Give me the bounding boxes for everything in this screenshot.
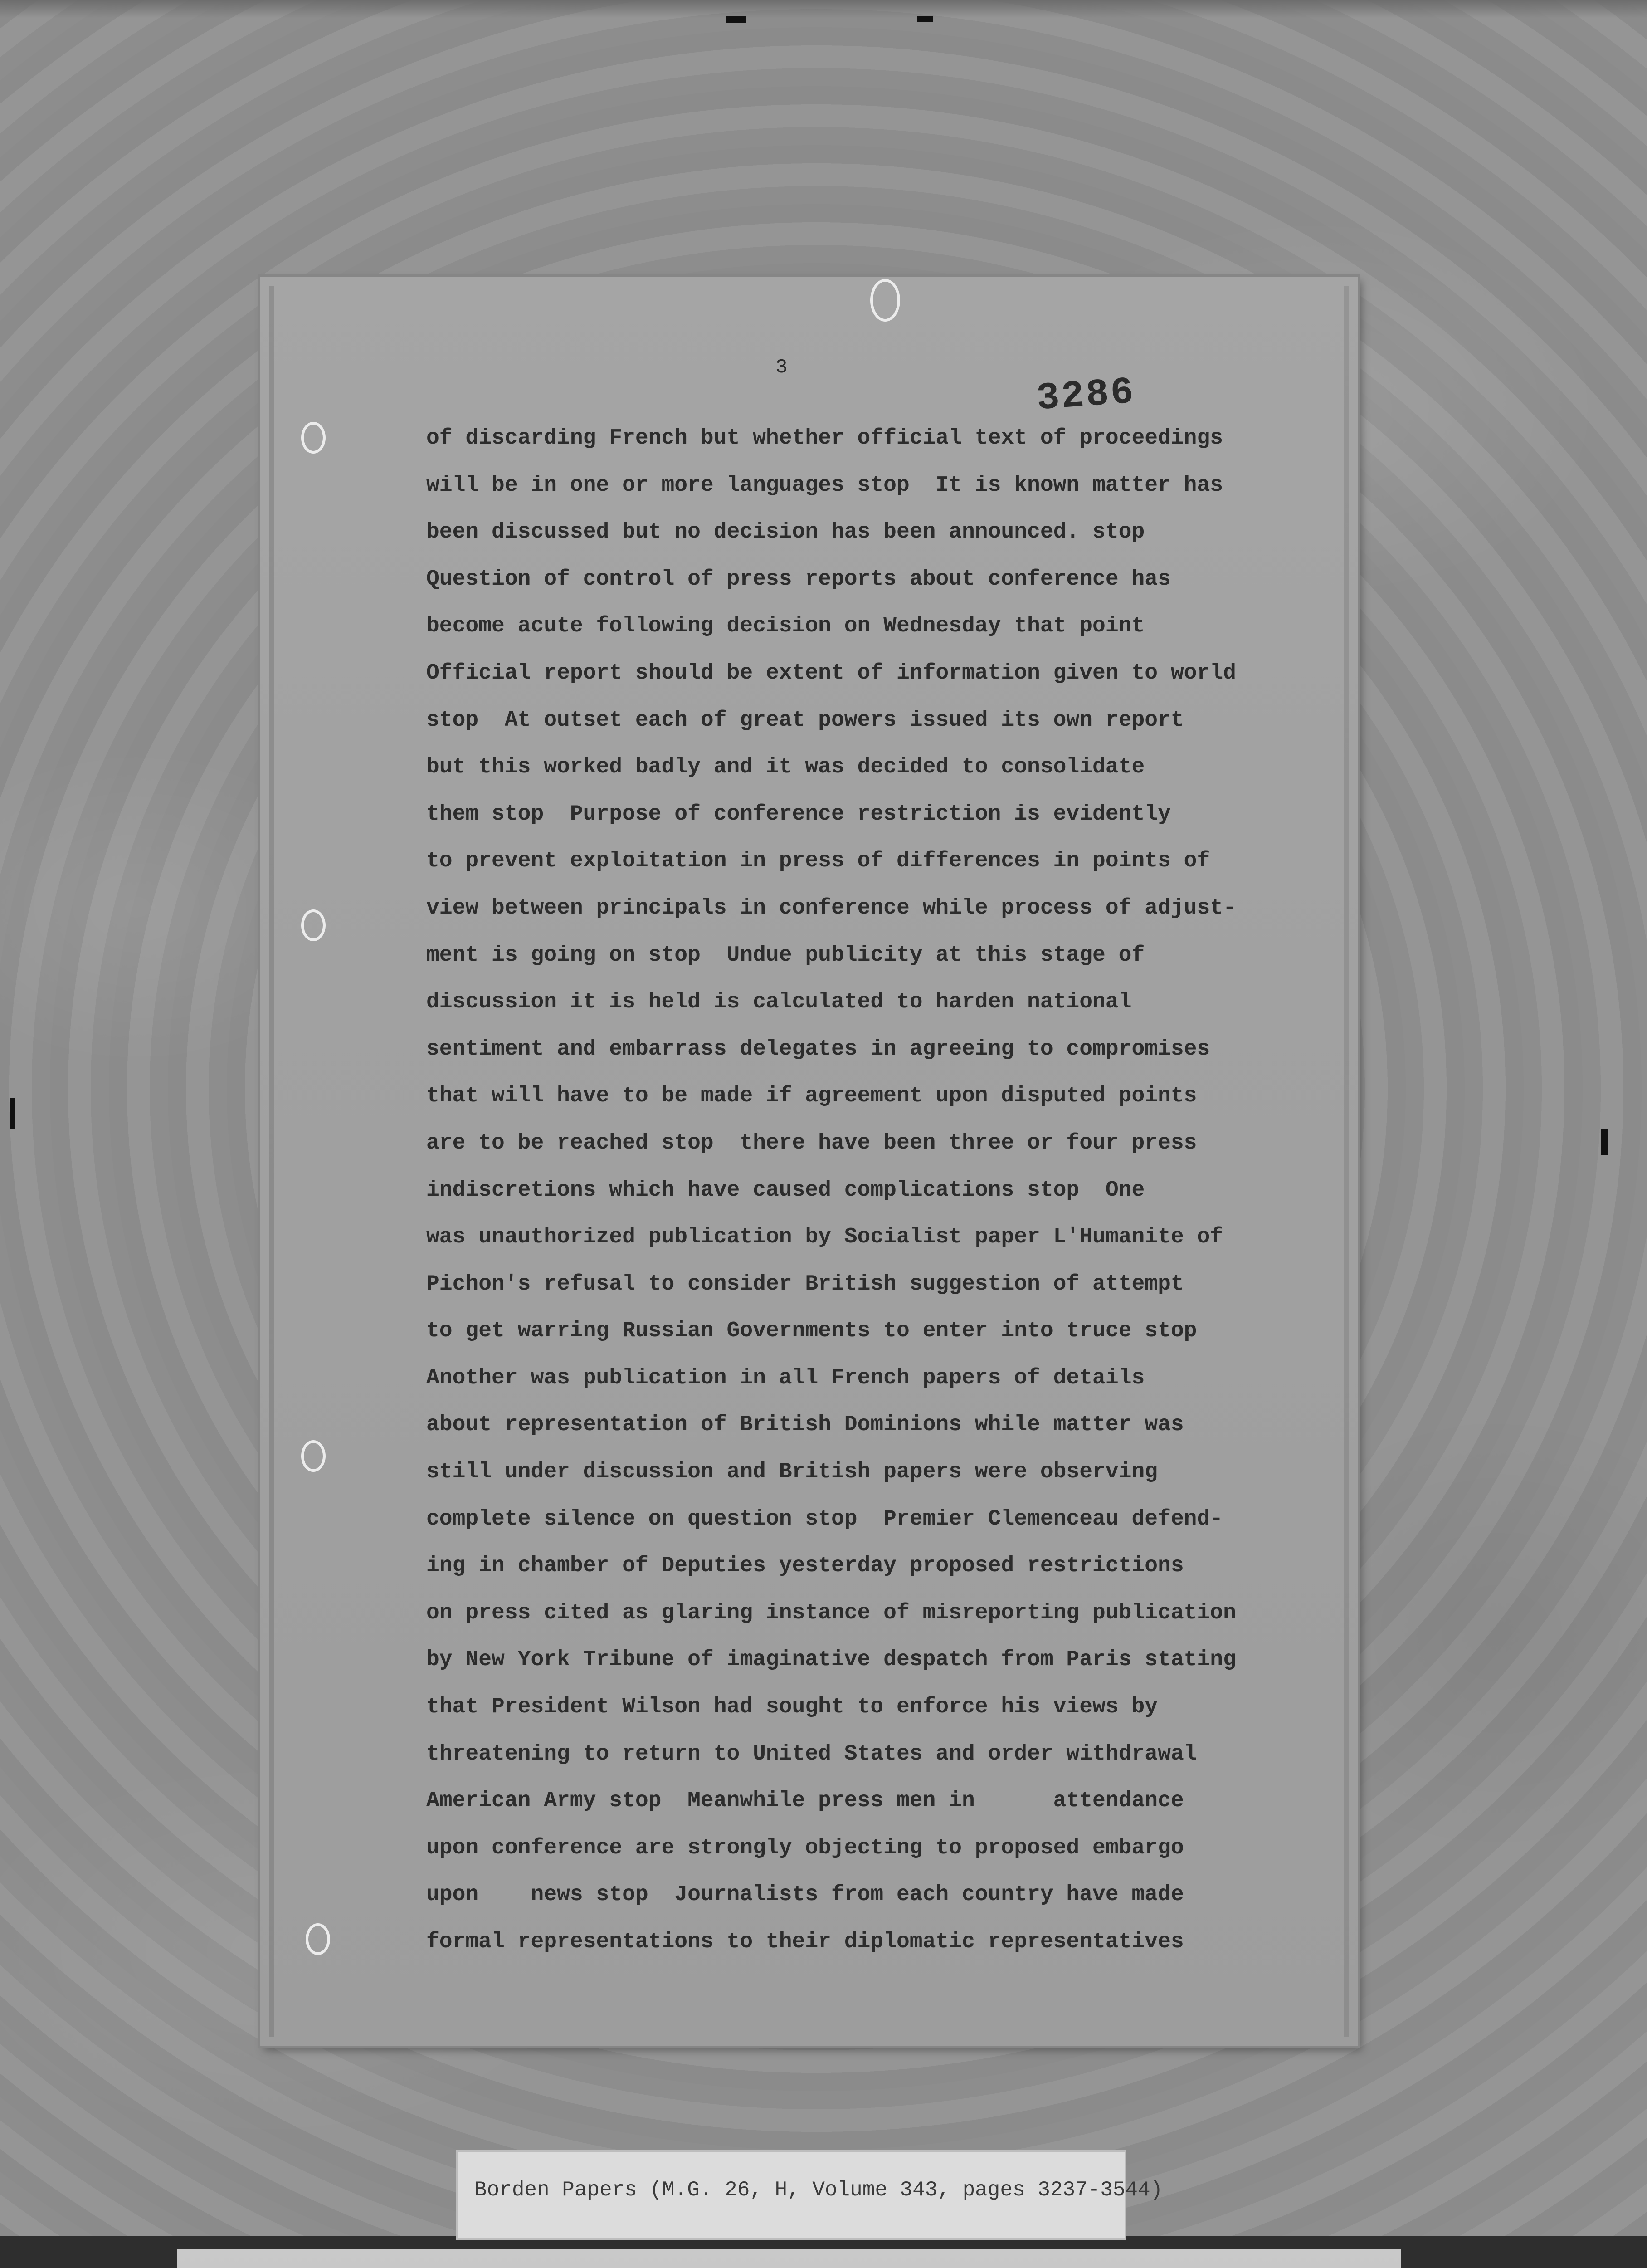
registration-mark-top-left [726, 16, 746, 23]
typed-line: but this worked badly and it was decided to consolidate [426, 755, 1145, 780]
typed-line: about representation of British Dominions while matter was [426, 1413, 1184, 1437]
typed-document-page [260, 277, 1358, 2046]
typed-line: ment is going on stop Undue publicity at this stage of [426, 943, 1145, 968]
typed-line: American Army stop Meanwhile press men in attendance [426, 1789, 1184, 1813]
typed-line: still under discussion and British papers were observing [426, 1460, 1158, 1485]
typed-line: to prevent exploitation in press of differences in points of [426, 849, 1210, 874]
punch-hole [306, 1923, 330, 1955]
typed-line: stop At outset each of great powers issued its own report [426, 708, 1184, 733]
typed-line: them stop Purpose of conference restriction is evidently [426, 802, 1171, 826]
typed-line: complete silence on question stop Premier Clemenceau defend- [426, 1506, 1223, 1531]
typed-body-text [426, 415, 1324, 1966]
typed-line: was unauthorized publication by Socialist paper L'Humanite of [426, 1225, 1223, 1250]
typed-line: view between principals in conference while process of adjust- [426, 895, 1236, 920]
typed-line: will be in one or more languages stop It is known matter has [426, 473, 1223, 498]
collection-caption-text: Borden Papers (M.G. 26, H, Volume 343, pages 3237-3544) [474, 2178, 1163, 2202]
page-number: 3 [775, 356, 788, 379]
punch-hole [301, 422, 326, 454]
stamped-folio-number: 3286 [1035, 371, 1137, 421]
typed-line: are to be reached stop there have been three or four press [426, 1130, 1197, 1155]
typed-line: Pichon's refusal to consider British suggestion of attempt [426, 1271, 1184, 1296]
typed-line: Another was publication in all French papers of details [426, 1365, 1145, 1390]
typed-line: Official report should be extent of information given to world [426, 660, 1236, 685]
typed-line: Question of control of press reports about conference has [426, 567, 1184, 591]
registration-mark-left [10, 1098, 15, 1129]
typed-line: indiscretions which have caused complications stop One [426, 1178, 1145, 1202]
typed-line: sentiment and embarrass delegates in agreeing to compromises [426, 1036, 1210, 1061]
typed-line: upon conference are strongly objecting to proposed embargo [426, 1835, 1184, 1860]
typed-line: become acute following decision on Wednesday that point [426, 614, 1145, 639]
punch-hole [301, 909, 326, 941]
typed-line: upon news stop Journalists from each country have made [426, 1882, 1184, 1907]
paper-clip-mark [870, 279, 900, 322]
punch-hole [301, 1440, 326, 1472]
typed-line: by New York Tribune of imaginative despatch from Paris stating [426, 1647, 1236, 1672]
typed-line: that will have to be made if agreement upon disputed points [426, 1084, 1197, 1109]
typed-line: threatening to return to United States and order withdrawal [426, 1741, 1197, 1766]
typed-line: discussion it is held is calculated to harden national [426, 990, 1132, 1015]
collection-caption-label [458, 2152, 1163, 2238]
archives-card [177, 2249, 1401, 2268]
registration-mark-right [1601, 1129, 1608, 1155]
typed-line: of discarding French but whether official text of proceedings [426, 426, 1223, 450]
typed-line: formal representations to their diplomatic representatives [426, 1930, 1184, 1954]
typed-line: ing in chamber of Deputies yesterday proposed restrictions [426, 1554, 1184, 1579]
board-top-edge [0, 0, 1647, 18]
typed-line: been discussed but no decision has been announced. stop [426, 520, 1145, 545]
typed-line: that President Wilson had sought to enforce his views by [426, 1695, 1158, 1720]
typed-line: to get warring Russian Governments to enter into truce stop [426, 1319, 1197, 1344]
typed-line: on press cited as glaring instance of misreporting publication [426, 1600, 1236, 1625]
registration-mark-top-right [917, 16, 933, 22]
